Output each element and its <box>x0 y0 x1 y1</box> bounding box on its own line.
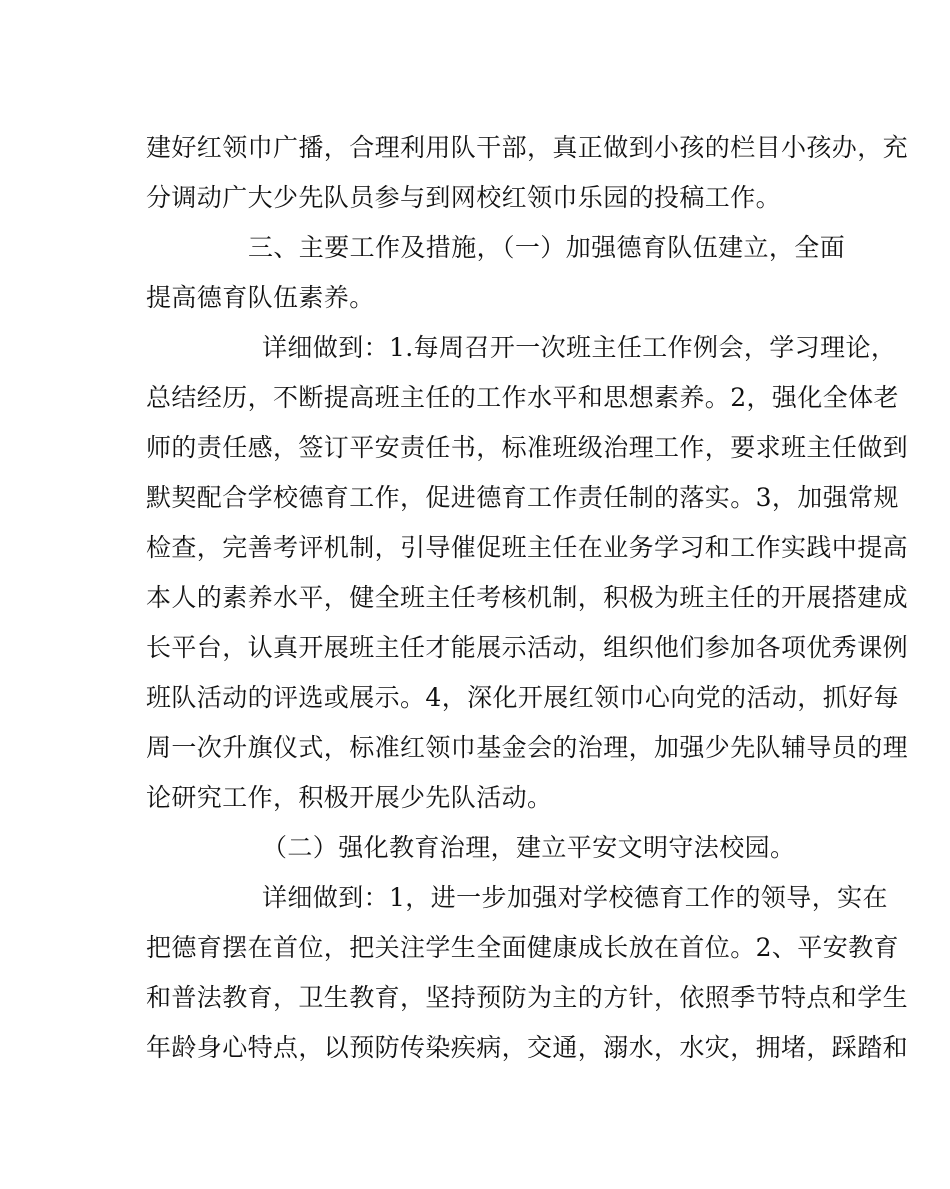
text-line: 长平台，认真开展班主任才能展示活动，组织他们参加各项优秀课例 <box>146 633 909 662</box>
text-line: 三、主要工作及措施，（一）加强德育队伍建立，全面 <box>248 233 846 262</box>
text-line: 论研究工作，积极开展少先队活动。 <box>146 783 553 812</box>
text-line: 建好红领巾广播，合理利用队干部，真正做到小孩的栏目小孩办，充 <box>146 133 909 162</box>
text-line: 默契配合学校德育工作，促进德育工作责任制的落实。3，加强常规 <box>146 483 899 512</box>
text-line: 班队活动的评选或展示。4，深化开展红领巾心向党的活动，抓好每 <box>146 683 899 712</box>
text-line: 提高德育队伍素养。 <box>146 283 375 312</box>
text-line: 和普法教育，卫生教育，坚持预防为主的方针，依照季节特点和学生 <box>146 983 909 1012</box>
text-line: 把德育摆在首位，把关注学生全面健康成长放在首位。2、平安教育 <box>146 933 899 962</box>
text-line: 周一次升旗仪式，标准红领巾基金会的治理，加强少先队辅导员的理 <box>146 733 909 762</box>
text-line: 总结经历，不断提高班主任的工作水平和思想素养。2，强化全体老 <box>146 383 899 412</box>
text-line: 本人的素养水平，健全班主任考核机制，积极为班主任的开展搭建成 <box>146 583 909 612</box>
text-line: 详细做到：1.每周召开一次班主任工作例会，学习理论， <box>262 333 897 362</box>
text-line: （二）强化教育治理，建立平安文明守法校园。 <box>262 833 796 862</box>
text-line: 详细做到：1，进一步加强对学校德育工作的领导，实在 <box>262 883 888 912</box>
text-line: 师的责任感，签订平安责任书，标准班级治理工作，要求班主任做到 <box>146 433 909 462</box>
text-line: 年龄身心特点，以预防传染疾病，交通，溺水，水灾，拥堵，踩踏和 <box>146 1033 909 1062</box>
text-line: 分调动广大少先队员参与到网校红领巾乐园的投稿工作。 <box>146 183 782 212</box>
text-line: 检查，完善考评机制，引导催促班主任在业务学习和工作实践中提高 <box>146 533 909 562</box>
